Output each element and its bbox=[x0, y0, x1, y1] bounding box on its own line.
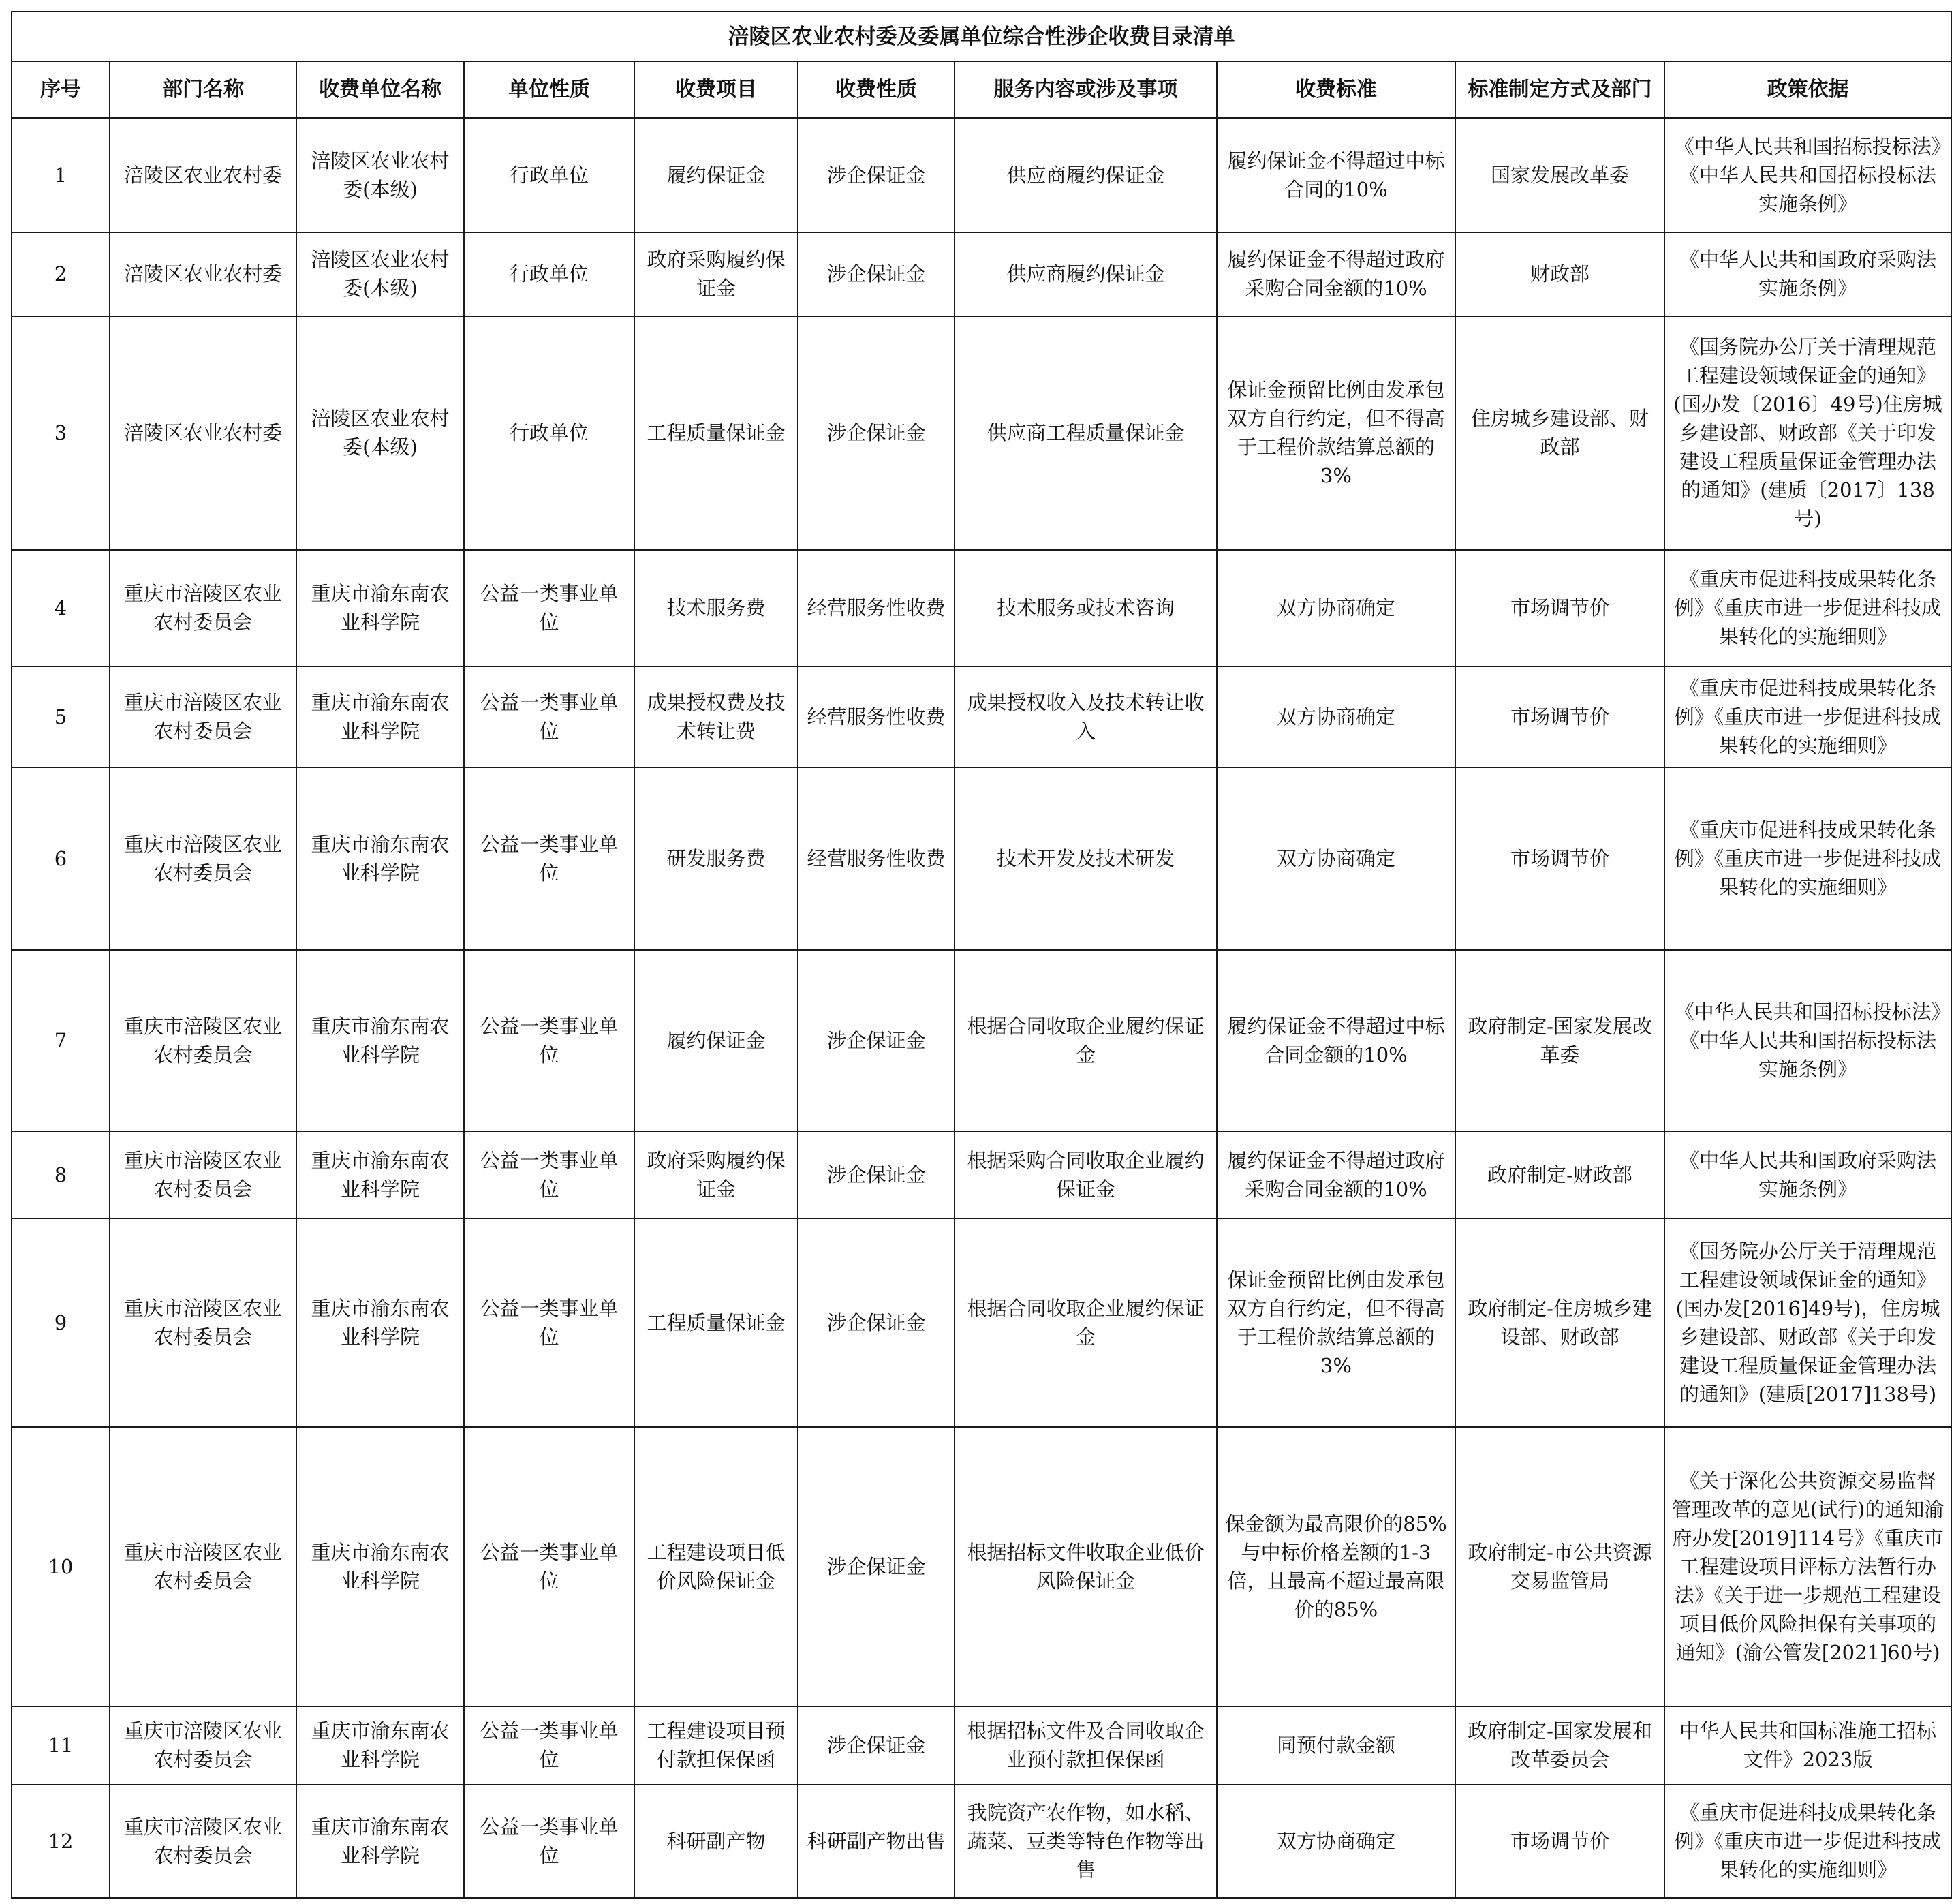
cell-service: 我院资产农作物，如水稻、蔬菜、豆类等特色作物等出售 bbox=[955, 1785, 1217, 1898]
table-row bbox=[12, 666, 1951, 767]
cell-unit: 重庆市渝东南农业科学院 bbox=[296, 666, 464, 767]
cell-standard: 双方协商确定 bbox=[1217, 666, 1455, 767]
cell-fee-type: 涉企保证金 bbox=[798, 1131, 955, 1218]
cell-standard: 双方协商确定 bbox=[1217, 550, 1455, 666]
cell-dept: 重庆市涪陵区农业农村委员会 bbox=[110, 1218, 296, 1427]
cell-nature: 行政单位 bbox=[464, 118, 634, 232]
cell-policy: 《中华人民共和国招标投标法》《中华人民共和国招标投标法实施条例》 bbox=[1664, 118, 1951, 232]
cell-standard: 保证金预留比例由发承包双方自行约定，但不得高于工程价款结算总额的3% bbox=[1217, 316, 1455, 551]
cell-fee-type: 涉企保证金 bbox=[798, 1218, 955, 1427]
cell-service: 根据合同收取企业履约保证金 bbox=[955, 1218, 1217, 1427]
cell-unit: 重庆市渝东南农业科学院 bbox=[296, 1785, 464, 1898]
cell-seq: 3 bbox=[12, 316, 110, 551]
table-row bbox=[12, 1427, 1951, 1707]
cell-item: 科研副产物 bbox=[634, 1785, 798, 1898]
cell-method: 政府制定-住房城乡建设部、财政部 bbox=[1455, 1218, 1664, 1427]
table-row bbox=[12, 1785, 1951, 1898]
cell-method: 财政部 bbox=[1455, 232, 1664, 316]
cell-service: 技术开发及技术研发 bbox=[955, 767, 1217, 951]
cell-method: 市场调节价 bbox=[1455, 666, 1664, 767]
cell-policy: 《中华人民共和国政府采购法实施条例》 bbox=[1664, 232, 1951, 316]
header-standard: 收费标准 bbox=[1217, 61, 1455, 118]
cell-fee-type: 涉企保证金 bbox=[798, 1427, 955, 1707]
cell-item: 履约保证金 bbox=[634, 950, 798, 1131]
cell-unit: 重庆市渝东南农业科学院 bbox=[296, 1706, 464, 1784]
cell-service: 供应商工程质量保证金 bbox=[955, 316, 1217, 551]
cell-method: 政府制定-市公共资源交易监管局 bbox=[1455, 1427, 1664, 1707]
header-item: 收费项目 bbox=[634, 61, 798, 118]
cell-dept: 涪陵区农业农村委 bbox=[110, 232, 296, 316]
table-row bbox=[12, 232, 1951, 316]
cell-item: 工程建设项目低价风险保证金 bbox=[634, 1427, 798, 1707]
cell-dept: 重庆市涪陵区农业农村委员会 bbox=[110, 1131, 296, 1218]
cell-standard: 履约保证金不得超过政府采购合同金额的10% bbox=[1217, 232, 1455, 316]
cell-policy: 《国务院办公厅关于清理规范工程建设领域保证金的通知》(国办发〔2016〕49号)住房城乡建设部、财政部《关于印发建设工程质量保证金管理办法的通知》(建质〔2017〕138号) bbox=[1664, 316, 1951, 551]
cell-item: 技术服务费 bbox=[634, 550, 798, 666]
cell-seq: 7 bbox=[12, 950, 110, 1131]
cell-standard: 双方协商确定 bbox=[1217, 1785, 1455, 1898]
cell-standard: 同预付款金额 bbox=[1217, 1706, 1455, 1784]
table-row bbox=[12, 316, 1951, 551]
cell-policy: 《中华人民共和国招标投标法》《中华人民共和国招标投标法实施条例》 bbox=[1664, 950, 1951, 1131]
cell-unit: 重庆市渝东南农业科学院 bbox=[296, 1218, 464, 1427]
cell-fee-type: 涉企保证金 bbox=[798, 1706, 955, 1784]
cell-fee-type: 涉企保证金 bbox=[798, 950, 955, 1131]
header-seq: 序号 bbox=[12, 61, 110, 118]
cell-method: 国家发展改革委 bbox=[1455, 118, 1664, 232]
cell-policy: 《重庆市促进科技成果转化条例》《重庆市进一步促进科技成果转化的实施细则》 bbox=[1664, 767, 1951, 951]
cell-unit: 重庆市渝东南农业科学院 bbox=[296, 767, 464, 951]
cell-unit: 涪陵区农业农村委(本级) bbox=[296, 232, 464, 316]
cell-nature: 行政单位 bbox=[464, 232, 634, 316]
cell-seq: 1 bbox=[12, 118, 110, 232]
cell-service: 供应商履约保证金 bbox=[955, 118, 1217, 232]
header-policy: 政策依据 bbox=[1664, 61, 1951, 118]
cell-unit: 重庆市渝东南农业科学院 bbox=[296, 1131, 464, 1218]
cell-policy: 《重庆市促进科技成果转化条例》《重庆市进一步促进科技成果转化的实施细则》 bbox=[1664, 666, 1951, 767]
table-row bbox=[12, 118, 1951, 232]
cell-unit: 重庆市渝东南农业科学院 bbox=[296, 550, 464, 666]
cell-dept: 重庆市涪陵区农业农村委员会 bbox=[110, 1706, 296, 1784]
cell-item: 履约保证金 bbox=[634, 118, 798, 232]
cell-unit: 涪陵区农业农村委(本级) bbox=[296, 316, 464, 551]
cell-fee-type: 涉企保证金 bbox=[798, 232, 955, 316]
table-row bbox=[12, 550, 1951, 666]
cell-service: 根据招标文件及合同收取企业预付款担保保函 bbox=[955, 1706, 1217, 1784]
cell-item: 政府采购履约保证金 bbox=[634, 1131, 798, 1218]
cell-fee-type: 经营服务性收费 bbox=[798, 550, 955, 666]
cell-method: 政府制定-国家发展改革委 bbox=[1455, 950, 1664, 1131]
cell-seq: 6 bbox=[12, 767, 110, 951]
cell-service: 技术服务或技术咨询 bbox=[955, 550, 1217, 666]
cell-nature: 公益一类事业单位 bbox=[464, 950, 634, 1131]
cell-standard: 履约保证金不得超过中标合同金额的10% bbox=[1217, 950, 1455, 1131]
cell-unit: 重庆市渝东南农业科学院 bbox=[296, 1427, 464, 1707]
table-row bbox=[12, 1131, 1951, 1218]
cell-method: 市场调节价 bbox=[1455, 550, 1664, 666]
cell-policy: 《关于深化公共资源交易监督管理改革的意见(试行)的通知渝府办发[2019]114号》《重庆市工程建设项目评标方法暂行办法》《关于进一步规范工程建设项目低价风险担保有关事项的通知》(渝公管发[2021]60号) bbox=[1664, 1427, 1951, 1707]
cell-seq: 4 bbox=[12, 550, 110, 666]
cell-dept: 重庆市涪陵区农业农村委员会 bbox=[110, 767, 296, 951]
cell-standard: 履约保证金不得超过中标合同的10% bbox=[1217, 118, 1455, 232]
cell-item: 工程建设项目预付款担保保函 bbox=[634, 1706, 798, 1784]
cell-nature: 行政单位 bbox=[464, 316, 634, 551]
cell-nature: 公益一类事业单位 bbox=[464, 1427, 634, 1707]
cell-item: 研发服务费 bbox=[634, 767, 798, 951]
cell-seq: 10 bbox=[12, 1427, 110, 1707]
cell-method: 政府制定-财政部 bbox=[1455, 1131, 1664, 1218]
cell-dept: 重庆市涪陵区农业农村委员会 bbox=[110, 550, 296, 666]
cell-dept: 涪陵区农业农村委 bbox=[110, 118, 296, 232]
cell-fee-type: 涉企保证金 bbox=[798, 316, 955, 551]
cell-item: 成果授权费及技术转让费 bbox=[634, 666, 798, 767]
cell-nature: 公益一类事业单位 bbox=[464, 767, 634, 951]
fee-catalog-table bbox=[11, 11, 1952, 1899]
cell-item: 政府采购履约保证金 bbox=[634, 232, 798, 316]
cell-service: 根据采购合同收取企业履约保证金 bbox=[955, 1131, 1217, 1218]
cell-policy: 中华人民共和国标准施工招标文件》2023版 bbox=[1664, 1706, 1951, 1784]
cell-method: 市场调节价 bbox=[1455, 767, 1664, 951]
header-method: 标准制定方式及部门 bbox=[1455, 61, 1664, 118]
table-row bbox=[12, 1218, 1951, 1427]
cell-nature: 公益一类事业单位 bbox=[464, 666, 634, 767]
cell-standard: 履约保证金不得超过政府采购合同金额的10% bbox=[1217, 1131, 1455, 1218]
cell-unit: 涪陵区农业农村委(本级) bbox=[296, 118, 464, 232]
cell-nature: 公益一类事业单位 bbox=[464, 1706, 634, 1784]
cell-service: 根据招标文件收取企业低价风险保证金 bbox=[955, 1427, 1217, 1707]
table-row bbox=[12, 767, 1951, 951]
cell-dept: 重庆市涪陵区农业农村委员会 bbox=[110, 950, 296, 1131]
cell-method: 政府制定-国家发展和改革委员会 bbox=[1455, 1706, 1664, 1784]
cell-standard: 保金额为最高限价的85%与中标价格差额的1-3倍，且最高不超过最高限价的85% bbox=[1217, 1427, 1455, 1707]
cell-policy: 《重庆市促进科技成果转化条例》《重庆市进一步促进科技成果转化的实施细则》 bbox=[1664, 550, 1951, 666]
cell-standard: 保证金预留比例由发承包双方自行约定，但不得高于工程价款结算总额的3% bbox=[1217, 1218, 1455, 1427]
cell-seq: 5 bbox=[12, 666, 110, 767]
header-dept: 部门名称 bbox=[110, 61, 296, 118]
cell-fee-type: 经营服务性收费 bbox=[798, 666, 955, 767]
cell-dept: 涪陵区农业农村委 bbox=[110, 316, 296, 551]
cell-unit: 重庆市渝东南农业科学院 bbox=[296, 950, 464, 1131]
cell-nature: 公益一类事业单位 bbox=[464, 1218, 634, 1427]
cell-method: 市场调节价 bbox=[1455, 1785, 1664, 1898]
cell-nature: 公益一类事业单位 bbox=[464, 1131, 634, 1218]
cell-seq: 12 bbox=[12, 1785, 110, 1898]
cell-dept: 重庆市涪陵区农业农村委员会 bbox=[110, 666, 296, 767]
cell-item: 工程质量保证金 bbox=[634, 1218, 798, 1427]
table-title: 涪陵区农业农村委及委属单位综合性涉企收费目录清单 bbox=[12, 12, 1951, 61]
cell-seq: 11 bbox=[12, 1706, 110, 1784]
header-service: 服务内容或涉及事项 bbox=[955, 61, 1217, 118]
cell-service: 供应商履约保证金 bbox=[955, 232, 1217, 316]
cell-fee-type: 科研副产物出售 bbox=[798, 1785, 955, 1898]
cell-policy: 《中华人民共和国政府采购法实施条例》 bbox=[1664, 1131, 1951, 1218]
cell-service: 根据合同收取企业履约保证金 bbox=[955, 950, 1217, 1131]
cell-item: 工程质量保证金 bbox=[634, 316, 798, 551]
cell-policy: 《国务院办公厅关于清理规范工程建设领域保证金的通知》(国办发[2016]49号)，住房城乡建设部、财政部《关于印发建设工程质量保证金管理办法的通知》(建质[2017]138号) bbox=[1664, 1218, 1951, 1427]
cell-policy: 《重庆市促进科技成果转化条例》《重庆市进一步促进科技成果转化的实施细则》 bbox=[1664, 1785, 1951, 1898]
cell-nature: 公益一类事业单位 bbox=[464, 1785, 634, 1898]
table-row bbox=[12, 1706, 1951, 1784]
table-row bbox=[12, 950, 1951, 1131]
cell-seq: 8 bbox=[12, 1131, 110, 1218]
cell-dept: 重庆市涪陵区农业农村委员会 bbox=[110, 1427, 296, 1707]
cell-fee-type: 涉企保证金 bbox=[798, 118, 955, 232]
cell-dept: 重庆市涪陵区农业农村委员会 bbox=[110, 1785, 296, 1898]
cell-method: 住房城乡建设部、财政部 bbox=[1455, 316, 1664, 551]
cell-seq: 9 bbox=[12, 1218, 110, 1427]
cell-seq: 2 bbox=[12, 232, 110, 316]
cell-standard: 双方协商确定 bbox=[1217, 767, 1455, 951]
header-nature: 单位性质 bbox=[464, 61, 634, 118]
cell-nature: 公益一类事业单位 bbox=[464, 550, 634, 666]
header-fee-type: 收费性质 bbox=[798, 61, 955, 118]
cell-service: 成果授权收入及技术转让收入 bbox=[955, 666, 1217, 767]
cell-fee-type: 经营服务性收费 bbox=[798, 767, 955, 951]
header-unit: 收费单位名称 bbox=[296, 61, 464, 118]
